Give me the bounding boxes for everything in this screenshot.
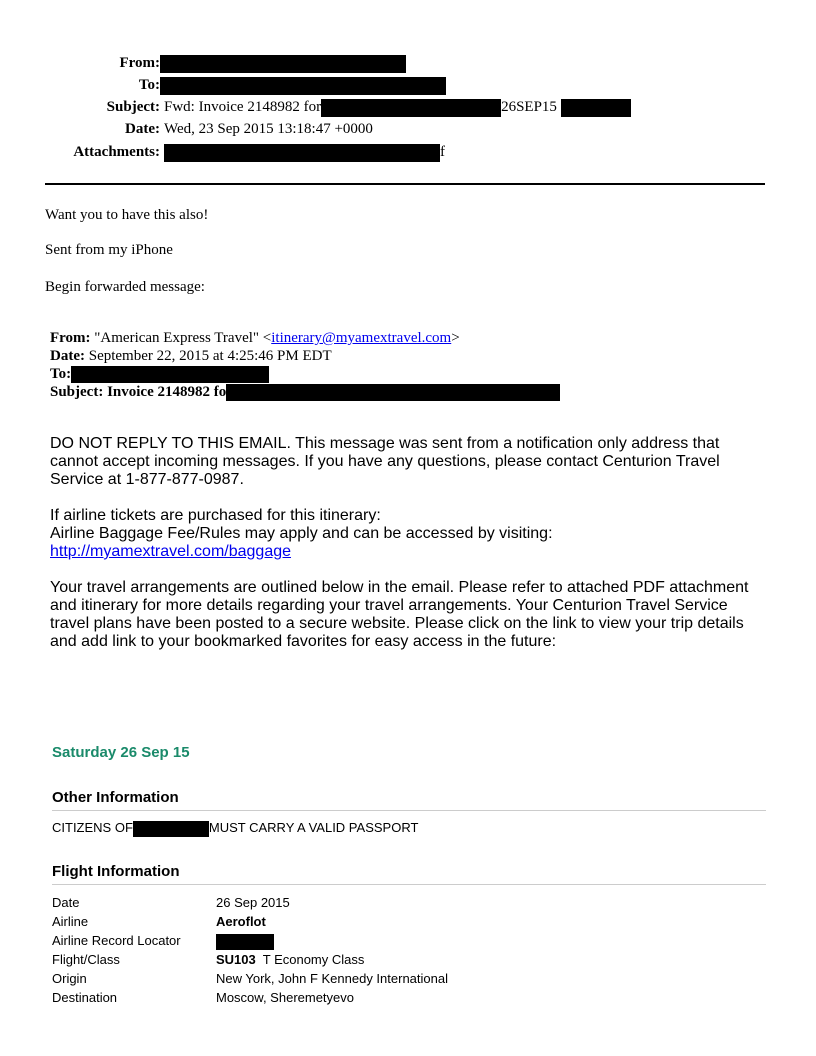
fwd-to-row: [50, 365, 269, 383]
baggage-line-1: If airline tickets are purchased for this itinerary:: [50, 507, 381, 524]
fwd-from-close: >: [451, 330, 460, 346]
notice-paragraph: DO NOT REPLY TO THIS EMAIL. This message was sent from a notification only address that cannot accept incoming messages. If you have any questions, please contact Centurion Travel Service at 1-877-877-0987.: [50, 435, 720, 488]
baggage-link[interactable]: http://myamextravel.com/baggage: [50, 543, 292, 560]
redaction-from: [160, 55, 406, 73]
other-info-divider: [52, 810, 766, 811]
redaction-fwd-subject: [226, 384, 560, 401]
fwd-from-row: [50, 329, 460, 347]
other-info-title: Other Information: [52, 789, 179, 806]
fwd-from-name: "American Express Travel" <: [94, 330, 272, 346]
fwd-subject-row: [50, 383, 560, 401]
body-line-2: Sent from my iPhone: [45, 242, 173, 258]
flight-info-title: Flight Information: [52, 863, 180, 880]
arrangements-paragraph: Your travel arrangements are outlined below in the email. Please refer to attached PDF attachment and itinerary for more details regarding your travel arrangements. Your Centurion Travel Service travel plans have been posted to a secure website. Please click on the link to view your trip details and add link to your bookmarked favorites for easy access in the future:: [50, 579, 749, 650]
passport-note: [52, 818, 418, 837]
subject-suffix: 26SEP15: [501, 99, 557, 115]
body-line-1: Want you to have this also!: [45, 207, 209, 223]
date-label: Date:: [125, 121, 160, 137]
fwd-subject-label: Subject: Invoice 2148982 fo: [50, 384, 227, 400]
record-locator-value: [216, 931, 274, 950]
baggage-link-row: [50, 543, 770, 561]
flight-class-label: Flight/Class: [52, 952, 120, 967]
fwd-to-label: To:: [50, 366, 72, 382]
attachments-tail: f: [440, 144, 445, 160]
airline-label: Airline: [52, 914, 89, 929]
fwd-date-value: September 22, 2015 at 4:25:46 PM EDT: [88, 348, 332, 364]
flight-date-label: Date: [52, 895, 80, 910]
attachments-label: Attachments:: [73, 144, 160, 160]
flight-class-value: [216, 950, 364, 969]
header-divider: [45, 183, 765, 185]
fwd-from-email-link[interactable]: itinerary@myamextravel.com: [271, 330, 452, 346]
redaction-fwd-to: [71, 366, 269, 383]
destination-label: Destination: [52, 990, 118, 1005]
redaction-subject-1: [321, 99, 501, 117]
passport-prefix: CITIZENS OF: [52, 820, 133, 835]
flight-number: SU103: [216, 952, 256, 967]
baggage-line-2: Airline Baggage Fee/Rules may apply and can be accessed by visiting:: [50, 525, 553, 542]
airline-value: Aeroflot: [216, 914, 266, 929]
redaction-citizens: [133, 821, 209, 837]
subject-prefix: Fwd: Invoice 2148982 for: [164, 99, 322, 115]
redaction-attachments: [164, 144, 440, 162]
passport-suffix: MUST CARRY A VALID PASSPORT: [208, 820, 419, 835]
body-line-3: Begin forwarded message:: [45, 279, 205, 295]
redaction-subject-2: [561, 99, 631, 117]
date-value: Wed, 23 Sep 2015 13:18:47 +0000: [164, 121, 373, 137]
flight-info-divider: [52, 884, 766, 885]
origin-label: Origin: [52, 971, 87, 986]
origin-value: New York, John F Kennedy International: [216, 971, 448, 986]
redaction-record-locator: [216, 934, 274, 950]
fwd-date-label: Date:: [50, 348, 85, 364]
redaction-to: [160, 77, 446, 95]
fwd-date-row: [50, 347, 332, 365]
record-locator-label: Airline Record Locator: [52, 933, 181, 948]
flight-date-value: 26 Sep 2015: [216, 895, 290, 910]
subject-label: Subject:: [106, 99, 160, 115]
fwd-from-label: From:: [50, 330, 91, 346]
to-label: To:: [138, 77, 160, 93]
destination-value: Moscow, Sheremetyevo: [216, 990, 355, 1005]
flight-class: T Economy Class: [262, 952, 365, 967]
from-label: From:: [119, 55, 160, 71]
day-title: Saturday 26 Sep 15: [52, 744, 190, 761]
